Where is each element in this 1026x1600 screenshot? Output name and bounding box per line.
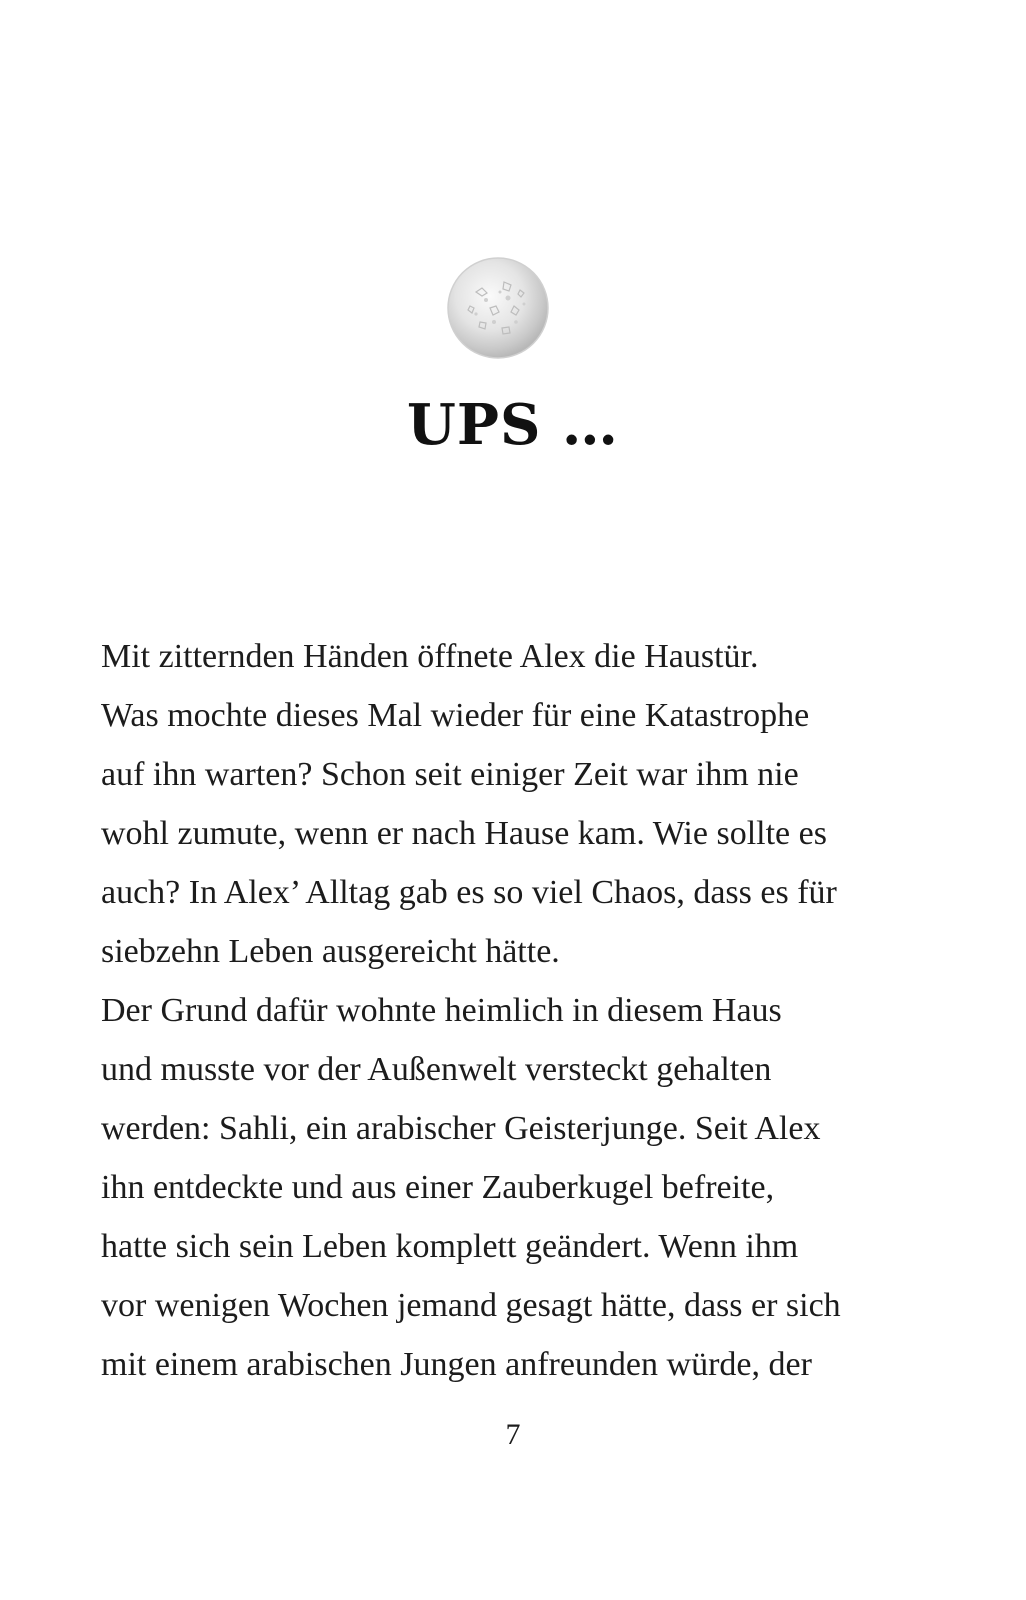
chapter-title: UPS …	[407, 392, 619, 458]
text-line: auch? In Alex’ Alltag gab es so viel Chaos, dass es für	[101, 874, 837, 911]
text-line: Der Grund dafür wohnte heimlich in diesem Haus	[101, 992, 782, 1029]
text-line: und musste vor der Außenwelt versteckt gehalten	[101, 1051, 772, 1088]
text-line: werden: Sahli, ein arabischer Geisterjunge. Seit Alex	[101, 1110, 821, 1147]
moon-orb-icon	[446, 256, 550, 360]
text-line: mit einem arabischen Jungen anfreunden würde, der	[101, 1346, 812, 1383]
text-line: vor wenigen Wochen jemand gesagt hätte, dass er sich	[101, 1287, 841, 1324]
text-line: ihn entdeckte und aus einer Zauberkugel befreite,	[101, 1169, 775, 1206]
text-line: Was mochte dieses Mal wieder für eine Katastrophe	[101, 697, 810, 734]
text-line: Mit zitternden Händen öffnete Alex die Haustür.	[101, 638, 759, 675]
page-number: 7	[505, 1418, 521, 1451]
text-line: siebzehn Leben ausgereicht hätte.	[101, 933, 560, 970]
text-line: hatte sich sein Leben komplett geändert. Wenn ihm	[101, 1228, 799, 1265]
text-line: wohl zumute, wenn er nach Hause kam. Wie sollte es	[101, 815, 827, 852]
text-line: auf ihn warten? Schon seit einiger Zeit war ihm nie	[101, 756, 799, 793]
body-text	[101, 627, 961, 1394]
